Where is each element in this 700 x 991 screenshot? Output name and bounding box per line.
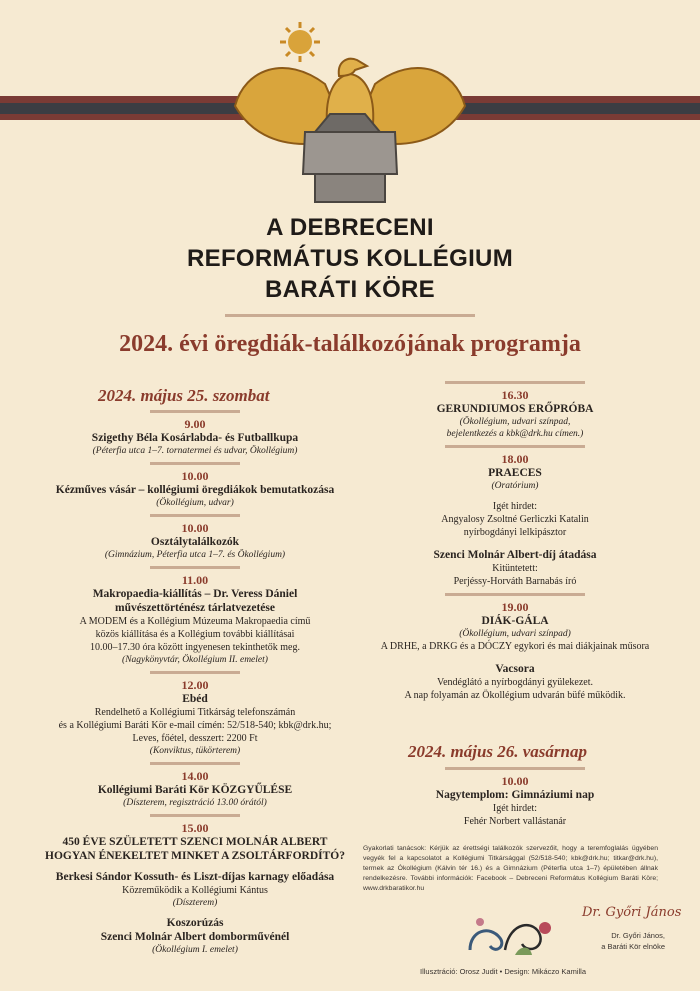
- event-10-00-reunions: [45, 514, 345, 561]
- event-title: GERUNDIUMOS ERŐPRÓBA: [436, 403, 594, 415]
- day2-program: [365, 767, 665, 828]
- event-title: Nagytemplom: Gimnáziumi nap: [435, 789, 595, 801]
- event-place-cont: bejelentkezés a kbk@drk.hu címen.): [446, 429, 584, 439]
- event-time: 12.00: [181, 678, 209, 692]
- event-time: 10.00: [181, 521, 209, 535]
- time-divider: [150, 814, 240, 817]
- event-time: 14.00: [181, 769, 209, 783]
- event-line: és a Kollégiumi Baráti Kör e-mail címén: 52/518-540; kbk@drk.hu;: [58, 720, 332, 731]
- event-title-cont: művészettörténész tárlatvezetése: [115, 602, 275, 614]
- time-divider: [150, 514, 240, 517]
- event-11-00: [45, 566, 345, 666]
- event-place: (Péterfia utca 1–7. tornatermei és udvar, Ökollégium): [92, 446, 298, 456]
- event-line: 10.00–17.30 óra között ingyenesen tekinthetők meg.: [90, 642, 300, 653]
- event-place: (Nagykönyvtár, Ökollégium II. emelet): [122, 655, 268, 665]
- time-divider: [150, 410, 240, 413]
- event-16-30: [365, 381, 665, 440]
- event-title: Kézműves vásár – kollégiumi öregdiákok bemutatkozása: [55, 484, 335, 496]
- event-place: (Ökollégium, udvari színpad,: [459, 417, 571, 427]
- day1-program: [45, 410, 345, 961]
- time-divider: [150, 762, 240, 765]
- page-title-line-2: REFORMÁTUS KOLLÉGIUM: [187, 245, 513, 272]
- page-title-line-3: BARÁTI KÖRE: [265, 276, 435, 303]
- event-place: (Ökollégium I. emelet): [152, 945, 238, 955]
- signer-block: [565, 930, 665, 952]
- event-title: Kollégiumi Baráti Kör KÖZGYŰLÉSE: [97, 784, 293, 796]
- event-line: Fehér Norbert vallástanár: [463, 816, 567, 827]
- event-12-00: [45, 671, 345, 757]
- award-title: Szenci Molnár Albert-díj átadása: [433, 549, 597, 561]
- day2-heading: 2024. május 26. vasárnap: [408, 742, 587, 761]
- time-divider: [445, 593, 585, 596]
- event-place: (Ökollégium, udvar): [156, 498, 234, 508]
- dinner-title: Vacsora: [495, 663, 535, 675]
- title-divider: [225, 314, 475, 317]
- event-18-00: [365, 445, 665, 588]
- wreath-title: Koszorúzás: [166, 917, 224, 929]
- day1-heading: 2024. május 25. szombat: [98, 386, 270, 405]
- time-divider: [445, 381, 585, 384]
- lecture-title: Berkesi Sándor Kossuth- és Liszt-díjas karnagy előadása: [55, 871, 335, 883]
- event-title: 450 ÉVE SZÜLETETT SZENCI MOLNÁR ALBERT: [62, 836, 328, 848]
- event-line: Rendelhető a Kollégiumi Titkárság telefonszámán: [94, 707, 296, 718]
- event-title-cont: HOGYAN ÉNEKELTET MINKET A ZSOLTÁRFORDÍTÓ?: [45, 850, 345, 862]
- event-9-00: [45, 410, 345, 457]
- event-title: Makropaedia-kiállítás – Dr. Veress Dániel: [92, 588, 298, 600]
- phoenix-emblem-icon: [215, 14, 485, 204]
- event-title: Szigethy Béla Kosárlabda- és Futballkupa: [91, 432, 299, 444]
- signer-role: a Baráti Kör elnöke: [601, 942, 665, 951]
- event-title: Osztálytalálkozók: [150, 536, 240, 548]
- event-line: Angyalosy Zsoltné Gerliczki Katalin: [441, 514, 589, 525]
- floral-ornament-icon: [460, 910, 560, 960]
- wreath-title-cont: Szenci Molnár Albert domborművénél: [100, 931, 290, 943]
- event-time: 18.00: [501, 452, 529, 466]
- event-line: Közreműködik a Kollégiumi Kántus: [122, 885, 268, 896]
- time-divider: [445, 767, 585, 770]
- time-divider: [150, 566, 240, 569]
- event-time: 10.00: [181, 469, 209, 483]
- event-time: 9.00: [184, 417, 206, 431]
- time-divider: [150, 462, 240, 465]
- event-time: 16.30: [501, 388, 529, 402]
- event-place: (Díszterem): [172, 898, 218, 908]
- event-place: (Díszterem, regisztráció 13.00 órától): [123, 798, 267, 808]
- credits-line: Illusztráció: Orosz Judit • Design: Mikáczo Kamilla: [420, 967, 587, 976]
- president-signature: Dr. Győri János: [582, 905, 682, 920]
- event-time: 15.00: [181, 821, 209, 835]
- event-14-00: [45, 762, 345, 809]
- page-title-line-1: A DEBRECENI: [266, 214, 434, 241]
- event-line: Vendéglátó a nyírbogdányi gyülekezet.: [436, 677, 594, 688]
- event-time: 19.00: [501, 600, 529, 614]
- sun-icon: [280, 22, 320, 62]
- event-title: Ebéd: [182, 693, 208, 705]
- event-title: DIÁK-GÁLA: [481, 615, 549, 627]
- event-line: közös kiállítása és a Kollégium további kiállításai: [95, 629, 295, 640]
- event-15-00: [45, 814, 345, 956]
- event-time: 11.00: [181, 573, 209, 587]
- event-place: (Oratórium): [491, 481, 539, 491]
- event-line: Perjéssy-Horváth Barnabás író: [453, 576, 577, 587]
- signer-name: Dr. Győri János,: [611, 931, 665, 940]
- event-place: (Ökollégium, udvari színpad): [459, 629, 571, 639]
- time-divider: [150, 671, 240, 674]
- time-divider: [445, 445, 585, 448]
- event-title: PRAECES: [488, 467, 542, 479]
- event-line: Leves, főétel, desszert: 2200 Ft: [132, 733, 258, 744]
- event-line: A nap folyamán az Ökollégium udvarán büfé működik.: [404, 690, 626, 701]
- program-subtitle: 2024. évi öregdiák-találkozójának programja: [119, 331, 581, 357]
- event-place: (Konviktus, tükörterem): [149, 746, 241, 756]
- event-line: Igét hirdet:: [492, 501, 538, 512]
- event-line: Igét hirdet:: [492, 803, 538, 814]
- event-10-00-fair: [45, 462, 345, 509]
- event-line: A DRHE, a DRKG és a DÓCZY egykori és mai diákjainak műsora: [380, 641, 650, 652]
- event-line: A MODEM és a Kollégium Múzeuma Makropaedia című: [79, 616, 311, 627]
- event-place: (Gimnázium, Péterfia utca 1–7. és Ökollégium): [104, 550, 286, 560]
- day1-evening-program: [365, 381, 665, 707]
- event-time: 10.00: [501, 774, 529, 788]
- practical-info-note: Gyakorlati tanácsok: Kérjük az érettségi találkozók szervezőit, hogy a teremfoglalás ügyében vegyék fel a kapcsolatot a Kollégiumi Titkársággal (52/518-540; kbk@drk.hu; titkar@drk.hu), termek az Ókollégium (Kálvin tér 16.) és a Gimnázium (Péterfia utca 1–7) épületében állnak rendelkezésre. További információk: Facebook – Debreceni Református Kollégium Baráti Köre; www.drkbaratikor.hu: [363, 845, 658, 892]
- event-line: nyírbogdányi lelkipásztor: [463, 527, 567, 538]
- event-19-00: [365, 593, 665, 702]
- event-line: Kitüntetett:: [492, 563, 538, 574]
